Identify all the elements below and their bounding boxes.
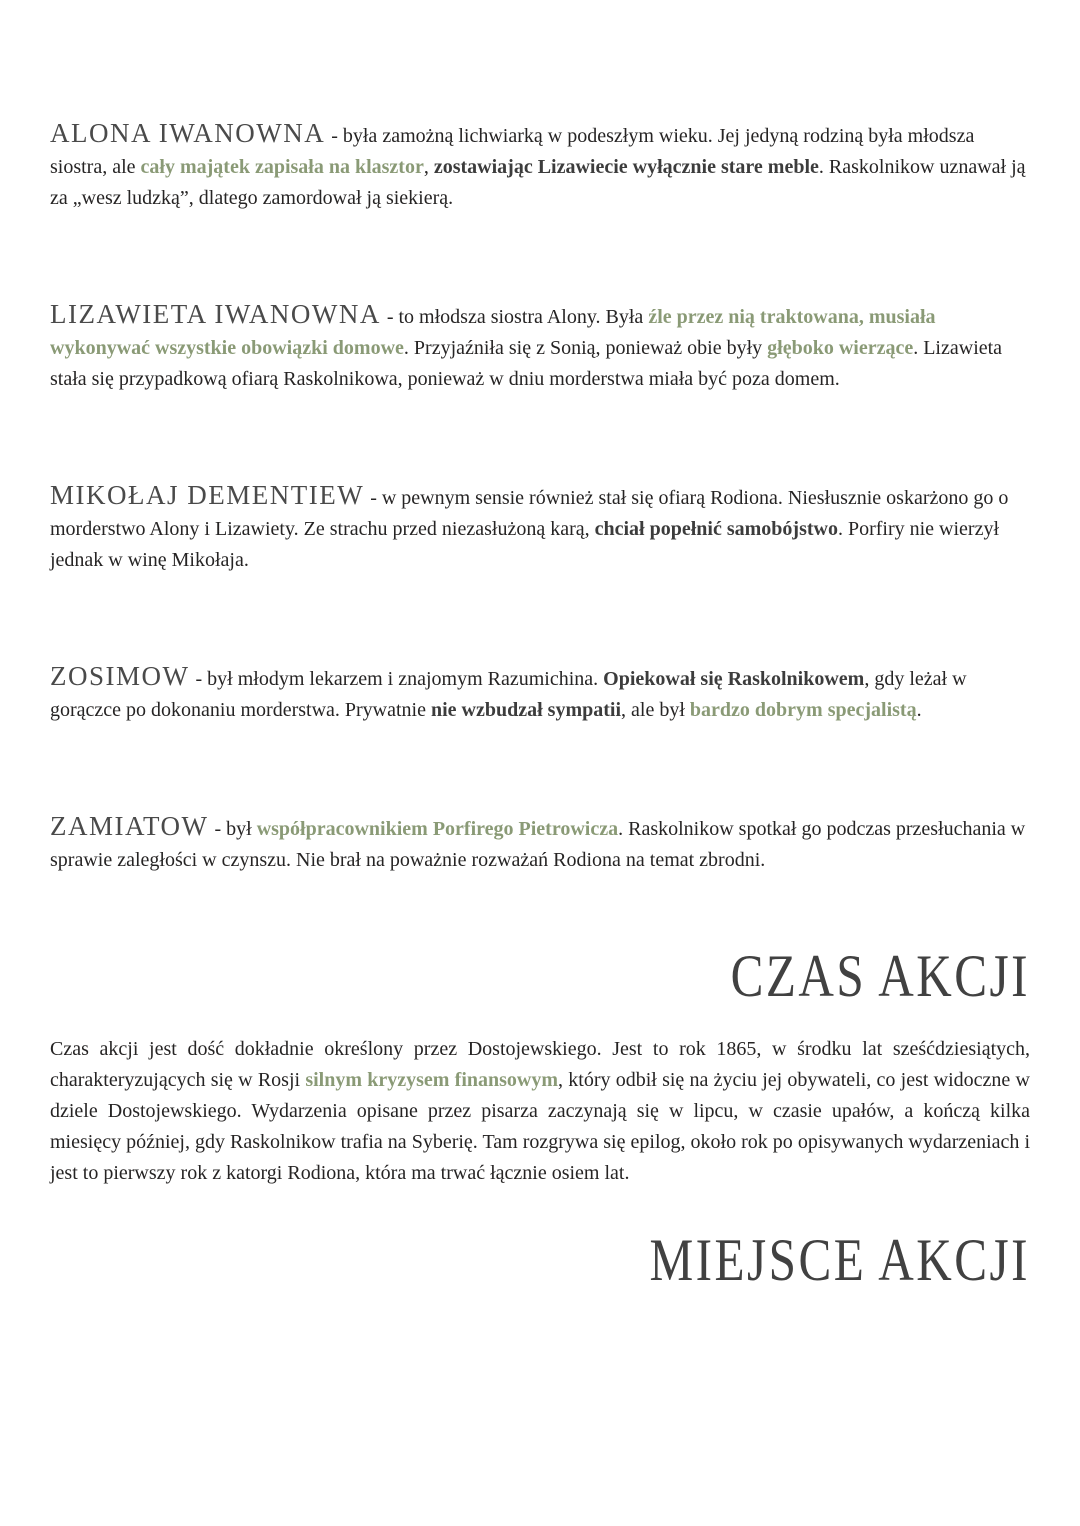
miejsce-akcji-heading: MIEJSCE AKCJI (649, 1227, 1030, 1293)
character-name: LIZAWIETA IWANOWNA (50, 299, 381, 329)
character-name: ZAMIATOW (50, 811, 209, 841)
czas-akcji-heading: CZAS AKCJI (730, 943, 1030, 1009)
character-paragraph (50, 480, 1030, 576)
character-name: MIKOŁAJ DEMENTIEW (50, 480, 365, 510)
character-description: - to młodsza siostra Alony. Była źle przez nią traktowana, musiała wykonywać wszystkie obowiązki domowe. Przyjaźniła się z Sonią, ponieważ obie były głęboko wierzące. Lizawieta stała się przypadkową ofiarą Raskolnikowa, ponieważ w dniu morderstwa miała być poza domem. (50, 306, 1003, 390)
character-name: ALONA IWANOWNA (50, 118, 326, 148)
czas-akcji-paragraph: Czas akcji jest dość dokładnie określony przez Dostojewskiego. Jest to rok 1865, w środku lat sześćdziesiątych, charakteryzujących się w Rosji silnym kryzysem finansowym, który odbił się na życiu jej obywateli, co jest widoczne w dziele Dostojewskiego. Wydarzenia opisane przez pisarza zaczynają się w lipcu, w czasie upałów, a kończą kilka miesięcy później, gdy Raskolnikow trafia na Syberię. Tam rozgrywa się epilog, około rok po opisywanych wydarzeniach i jest to pierwszy rok z katorgi Rodiona, która ma trwać łącznie osiem lat. (50, 1038, 1030, 1184)
character-paragraph (50, 661, 1030, 726)
character-paragraph (50, 118, 1030, 214)
character-description: - był współpracownikiem Porfirego Pietrowicza. Raskolnikow spotkał go podczas przesłuchania w sprawie zaległości w czynszu. Nie brał na poważnie rozważań Rodiona na temat zbrodni. (50, 818, 1026, 871)
character-description: - była zamożną lichwiarką w podeszłym wieku. Jej jedyną rodziną była młodsza siostra, ale cały majątek zapisała na klasztor, zostawiając Lizawiecie wyłącznie stare meble. Raskolnikow uznawał ją za „wesz ludzką”, dlatego zamordował ją siekierą. (50, 125, 1026, 209)
character-list (50, 118, 1030, 876)
character-name: ZOSIMOW (50, 661, 190, 691)
character-paragraph (50, 811, 1030, 876)
character-description: - w pewnym sensie również stał się ofiarą Rodiona. Niesłusznie oskarżono go o morderstwo Alony i Lizawiety. Ze strachu przed niezasłużoną karą, chciał popełnić samobójstwo. Porfiry nie wierzył jednak w winę Mikołaja. (50, 487, 1009, 571)
character-description: - był młodym lekarzem i znajomym Razumichina. Opiekował się Raskolnikowem, gdy leżał w gorączce po dokonaniu morderstwa. Prywatnie nie wzbudzał sympatii, ale był bardzo dobrym specjalistą. (50, 668, 967, 721)
character-paragraph (50, 299, 1030, 395)
